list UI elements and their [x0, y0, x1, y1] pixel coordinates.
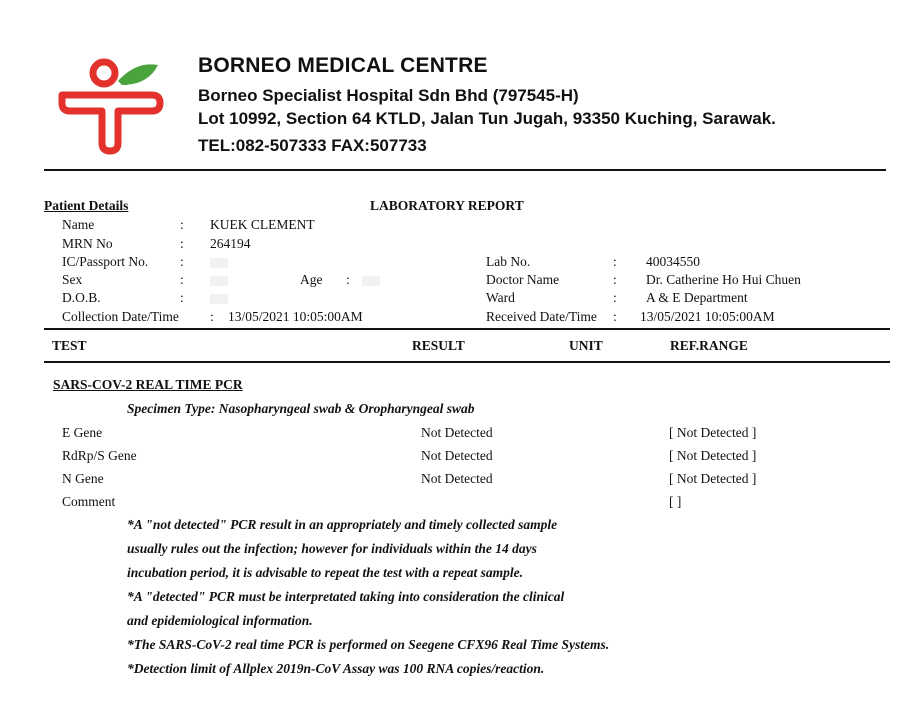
field-label-received: Received Date/Time [486, 309, 597, 324]
test-name: E Gene [62, 425, 103, 440]
field-value-collection: 13/05/2021 10:05:00AM [228, 309, 363, 324]
field-colon: : [210, 309, 214, 324]
redacted-value [210, 276, 228, 286]
column-header-unit: UNIT [569, 338, 603, 353]
test-ref-range: [ Not Detected ] [669, 471, 757, 486]
field-colon: : [613, 309, 617, 324]
field-value-sex [210, 272, 228, 288]
patient-details-title: Patient Details [44, 198, 129, 213]
field-label-ward: Ward [486, 290, 515, 305]
field-colon: : [613, 272, 617, 287]
comment-note: incubation period, it is advisable to repeat the test with a repeat sample. [127, 565, 523, 580]
test-ref-range: [ ] [669, 494, 682, 509]
field-colon: : [180, 236, 184, 251]
comment-note: *The SARS-CoV-2 real time PCR is performed on Seegene CFX96 Real Time Systems. [127, 637, 610, 652]
comment-note: *A "not detected" PCR result in an appropriately and timely collected sample [127, 517, 558, 532]
field-label-name: Name [62, 217, 95, 232]
comment-note: *A "detected" PCR must be interpretated taking into consideration the clinical [127, 589, 565, 604]
hospital-contact: TEL:082-507333 FAX:507733 [198, 136, 427, 155]
field-label-collection: Collection Date/Time [62, 309, 179, 324]
header-divider [44, 169, 886, 171]
field-value-ic [210, 254, 228, 270]
specimen-type: Specimen Type: Nasopharyngeal swab & Oropharyngeal swab [127, 401, 475, 416]
test-section-title: SARS-COV-2 REAL TIME PCR [53, 377, 243, 392]
field-label-dob: D.O.B. [62, 290, 101, 305]
column-header-test: TEST [52, 338, 87, 353]
column-header-result: RESULT [412, 338, 465, 353]
column-header-ref-range: REF.RANGE [670, 338, 748, 353]
field-colon: : [180, 254, 184, 269]
comment-note: *Detection limit of Allplex 2019n-CoV Assay was 100 RNA copies/reaction. [127, 661, 545, 676]
field-label-doctor: Doctor Name [486, 272, 560, 287]
field-value-name: KUEK CLEMENT [210, 217, 315, 232]
test-name: Comment [62, 494, 116, 509]
test-name: RdRp/S Gene [62, 448, 137, 463]
field-colon: : [180, 272, 184, 287]
field-label-mrn: MRN No [62, 236, 113, 251]
field-label-age: Age [300, 272, 323, 287]
table-header-bottom-rule [44, 361, 890, 363]
field-value-received: 13/05/2021 10:05:00AM [640, 309, 775, 324]
field-value-doctor: Dr. Catherine Ho Hui Chuen [646, 272, 801, 287]
test-result: Not Detected [421, 448, 493, 463]
field-colon: : [180, 290, 184, 305]
test-ref-range: [ Not Detected ] [669, 425, 757, 440]
field-label-sex: Sex [62, 272, 83, 287]
test-result: Not Detected [421, 471, 493, 486]
field-colon: : [613, 290, 617, 305]
redacted-value [210, 294, 228, 304]
field-value-lab-no: 40034550 [646, 254, 700, 269]
test-name: N Gene [62, 471, 104, 486]
redacted-value [362, 276, 380, 286]
comment-note: and epidemiological information. [127, 613, 313, 628]
field-label-lab-no: Lab No. [486, 254, 531, 269]
field-colon: : [180, 217, 184, 232]
table-header-top-rule [44, 328, 890, 330]
hospital-address: Lot 10992, Section 64 KTLD, Jalan Tun Jugah, 93350 Kuching, Sarawak. [198, 109, 776, 128]
hospital-name: BORNEO MEDICAL CENTRE [198, 54, 488, 77]
field-value-mrn: 264194 [210, 236, 251, 251]
report-title: LABORATORY REPORT [370, 198, 524, 213]
field-colon: : [613, 254, 617, 269]
redacted-value [210, 258, 228, 268]
hospital-cross-logo [56, 55, 166, 155]
test-result: Not Detected [421, 425, 493, 440]
field-value-dob [210, 290, 228, 306]
comment-note: usually rules out the infection; however for individuals within the 14 days [127, 541, 537, 556]
field-colon: : [346, 272, 350, 287]
field-value-age [362, 272, 380, 288]
company-name: Borneo Specialist Hospital Sdn Bhd (797545-H) [198, 86, 579, 105]
field-value-ward: A & E Department [646, 290, 748, 305]
test-ref-range: [ Not Detected ] [669, 448, 757, 463]
field-label-ic: IC/Passport No. [62, 254, 149, 269]
